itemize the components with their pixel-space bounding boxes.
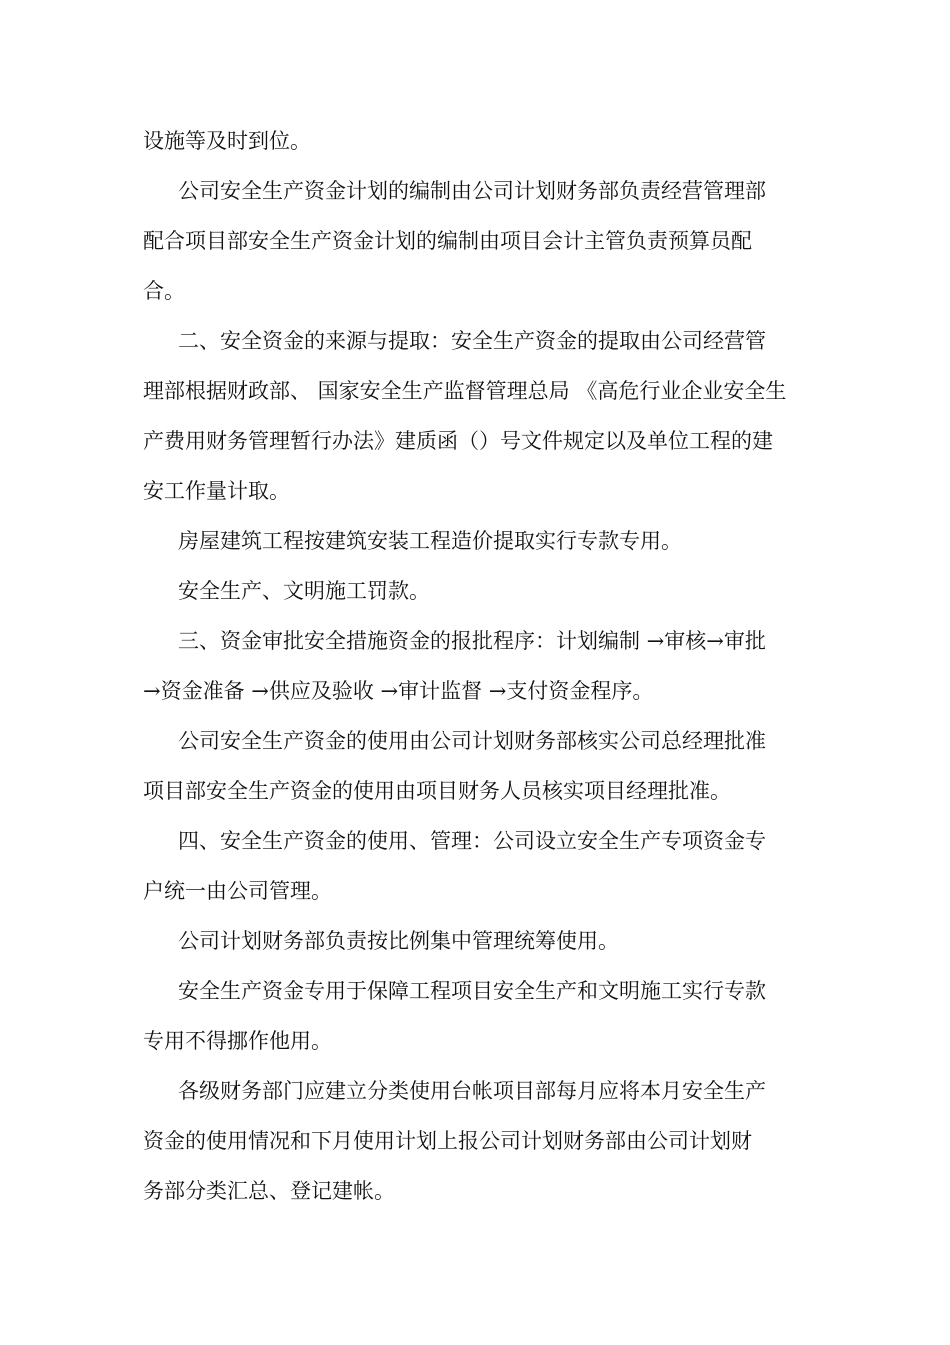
text-line: 理部根据财政部、 国家安全生产监督管理总局 《高危行业企业安全生 — [143, 379, 787, 403]
text-line: 安全生产、文明施工罚款。 — [178, 579, 430, 603]
text-line: 四、安全生产资金的使用、管理：公司设立安全生产专项资金专 — [178, 829, 766, 853]
text-line: 各级财务部门应建立分类使用台帐项目部每月应将本月安全生产 — [178, 1079, 766, 1103]
text-line: 安全生产资金专用于保障工程项目安全生产和文明施工实行专款 — [178, 979, 766, 1003]
text-line: 配合项目部安全生产资金计划的编制由项目会计主管负责预算员配 — [143, 229, 752, 253]
text-line: 公司计划财务部负责按比例集中管理统筹使用。 — [178, 929, 619, 953]
text-line: 房屋建筑工程按建筑安装工程造价提取实行专款专用。 — [178, 529, 682, 553]
text-line: 务部分类汇总、登记建帐。 — [143, 1179, 395, 1203]
text-line: 设施等及时到位。 — [143, 129, 311, 153]
text-line: 公司安全生产资金计划的编制由公司计划财务部负责经营管理部 — [178, 179, 766, 203]
text-line: 二、安全资金的来源与提取：安全生产资金的提取由公司经营管 — [178, 329, 766, 353]
text-line: 资金的使用情况和下月使用计划上报公司计划财务部由公司计划财 — [143, 1129, 752, 1153]
text-line: 产费用财务管理暂行办法》建质函（）号文件规定以及单位工程的建 — [143, 429, 773, 453]
text-line: →资金准备 →供应及验收 →审计监督 →支付资金程序。 — [143, 679, 654, 703]
text-line: 安工作量计取。 — [143, 479, 290, 503]
text-line: 项目部安全生产资金的使用由项目财务人员核实项目经理批准。 — [143, 779, 731, 803]
text-line: 专用不得挪作他用。 — [143, 1029, 332, 1053]
text-line: 公司安全生产资金的使用由公司计划财务部核实公司总经理批准 — [178, 729, 766, 753]
text-line: 户统一由公司管理。 — [143, 879, 332, 903]
text-line: 合。 — [143, 279, 185, 303]
text-line: 三、资金审批安全措施资金的报批程序：计划编制 →审核→审批 — [178, 629, 766, 653]
